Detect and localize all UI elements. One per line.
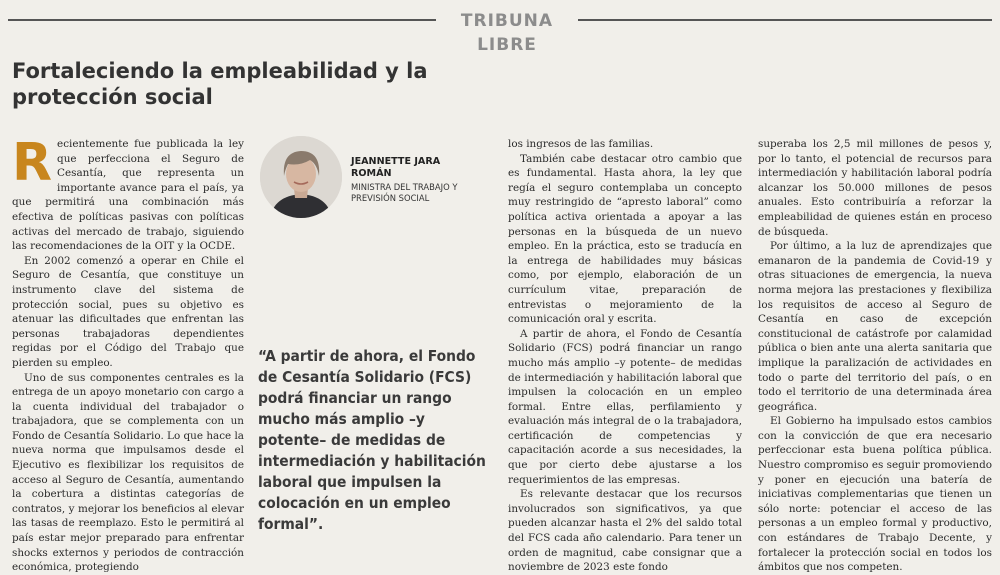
- section-rule-right: [578, 19, 992, 21]
- article-column-3: [508, 137, 742, 575]
- paragraph: Es relevante destacar que los recursos involucrados son significativos, ya que pueden alcanzar hasta el 2% del saldo total del FCS cada año calendario. Para tener un orden de magnitud, cabe consignar que a noviembre de 2023 este fondo: [508, 488, 742, 574]
- paragraph: En 2002 comenzó a operar en Chile el Seguro de Cesantía, que constituye un instrumento clave del sistema de protección social, pues su objetivo es atenuar las dificultades que enfrentan las personas trabajadoras dependientes regidas por el Código del Trabajo que pierden su empleo.: [12, 254, 244, 369]
- author-portrait-icon: [260, 136, 342, 218]
- section-label: TRIBUNA LIBRE: [438, 9, 576, 33]
- paragraph: superaba los 2,5 mil millones de pesos y, por lo tanto, el potencial de recursos para intermediación y habilitación laboral podría alcanzar los 50.000 millones de pesos anuales. Esto contribuiría a reforzar la empleabilidad de quienes están en proceso de búsqueda.: [758, 138, 992, 238]
- paragraph: El Gobierno ha impulsado estos cambios con la convicción de que era necesario perfeccionar esta buena política pública. Nuestro compromiso es seguir promoviendo y poner en ejecución una batería de iniciativas complementarias que tienen un sólo norte: potenciar el acceso de las personas a un empleo formal y productivo, con estándares de Trabajo Decente, y fortalecer la protección social en todos los ámbitos que nos competen.: [758, 415, 992, 574]
- drop-cap: R: [12, 133, 53, 193]
- paragraph: También cabe destacar otro cambio que es fundamental. Hasta ahora, la ley que regía el seguro contemplaba un concepto muy restringido de “apresto laboral” como política activa orientada a apoyar a las personas en la búsqueda de un nuevo empleo. En la práctica, esto se traducía en la entrega de habilidades muy básicas como, por ejemplo, elaboración de un currículum vitae, preparación de entrevistas o mejoramiento de la comunicación oral y escrita.: [508, 152, 742, 326]
- paragraph: los ingresos de las familias.: [508, 138, 654, 150]
- section-rule-left: [8, 19, 436, 21]
- paragraph: Uno de sus componentes centrales es la entrega de un apoyo monetario con cargo a la cuenta individual del trabajador o trabajadora, que se complementa con un Fondo de Cesantía Solidario. Lo que hace la nueva norma que impulsamos desde el Ejecutivo es flexibilizar los requisitos de acceso al Seguro de Cesantía, aumentando la cobertura a distintas categorías de contratos, y mejorar los beneficios al elevar las tasas de reemplazo. Esto le permitirá al país estar mejor preparado para enfrentar shocks externos y periodos de contracción económica, protegiendo: [12, 371, 244, 574]
- headline: Fortaleciendo la empleabilidad y la protección social: [12, 59, 428, 109]
- article-column-1: [12, 133, 244, 575]
- paragraph: A partir de ahora, el Fondo de Cesantía Solidario (FCS) podrá financiar un rango mucho más amplio –y potente– de medidas de intermediación y habilitación laboral que impulsen la colocación en un empleo formal. Entre ellas, perfilamiento y evaluación más integral de o la trabajadora, certificación de competencias y capacitación acorde a sus necesidades, la que por cierto debe ajustarse a los requerimientos de las empresas.: [508, 327, 742, 486]
- author-photo: [260, 136, 342, 218]
- author-role: MINISTRA DEL TRABAJO Y PREVISIÓN SOCIAL: [351, 182, 458, 203]
- author-name: JEANNETTE JARA ROMÁN: [351, 156, 441, 179]
- article-column-4: [758, 137, 992, 575]
- paragraph: Por último, a la luz de aprendizajes que emanaron de la pandemia de Covid-19 y otras situaciones de emergencia, la nueva norma mejora las prestaciones y flexibiliza los requisitos de acceso al Seguro de Cesantía en caso de excepción constitucional de catástrofe por calamidad pública o bien ante una alerta sanitaria que implique la paralización de actividades en todo o parte del territorio del país, o en todo el territorio de una determinada área geográfica.: [758, 240, 992, 413]
- paragraph: Recientemente fue publicada la ley que perfecciona el Seguro de Cesantía, que representa un importante avance para el país, ya que permitirá una combinación más efectiva de políticas pasivas con políticas activas del mercado de trabajo, siguiendo las recomendaciones de la OIT y la OCDE.: [12, 133, 244, 253]
- pull-quote: “A partir de ahora, el Fondo de Cesantía Solidario (FCS) podrá financiar un rango mucho más amplio –y potente– de medidas de intermediación y habilitación laboral que impulsen la colocación en un empleo formal”.: [258, 347, 486, 533]
